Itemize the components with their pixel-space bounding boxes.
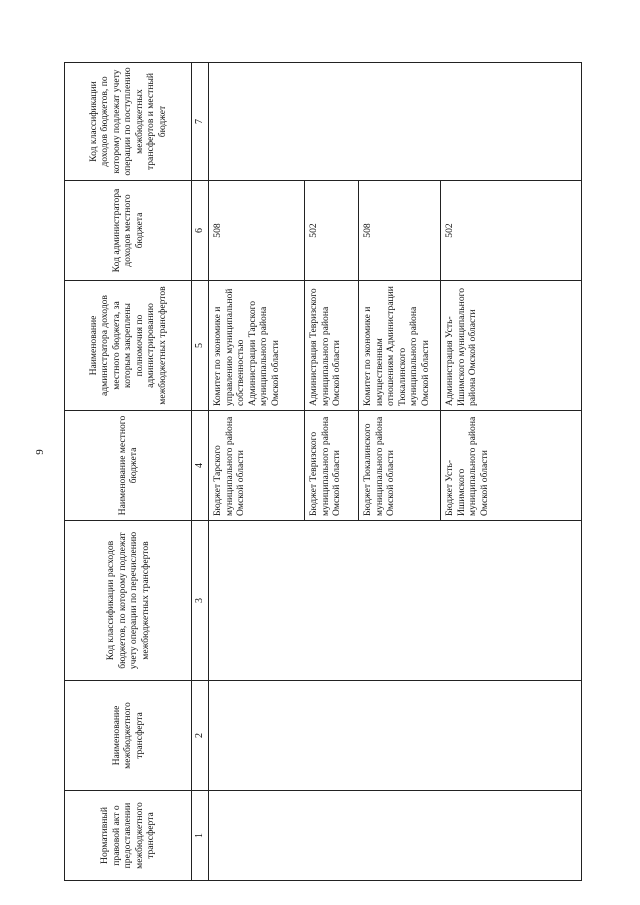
empty-cell (209, 63, 582, 181)
empty-cell (209, 791, 582, 881)
budget-name: Бюджет Тюкалинского муниципального района Омской области (359, 411, 441, 521)
header-cell: Наименование администратора доходов местного бюджета, за которым закреплены полномочия по администрированию межбюджетных трансфертов (65, 281, 192, 411)
empty-cell (209, 521, 582, 681)
column-number: 7 (192, 63, 209, 181)
table-row (209, 63, 305, 881)
header-cell: Наименование местного бюджета (65, 411, 192, 521)
header-cell: Нормативный правовой акт о предоставлении межбюджетного трансферта (65, 791, 192, 881)
budget-name: Бюджет Тевризского муниципального района Омской области (305, 411, 359, 521)
admin-name: Комитет по экономике и имущественным отношениям Администрации Тюкалинского муниципального района Омской области (359, 281, 441, 411)
admin-code: 502 (305, 181, 359, 281)
transfer-table (64, 62, 582, 881)
column-number-row (192, 63, 209, 881)
page-number: 9 (34, 449, 46, 455)
header-cell: Код администратора доходов местного бюджета (65, 181, 192, 281)
column-number: 3 (192, 521, 209, 681)
column-number: 1 (192, 791, 209, 881)
admin-name: Администрация Тевризского муниципального района Омской области (305, 281, 359, 411)
admin-code: 508 (359, 181, 441, 281)
header-row (65, 63, 192, 881)
budget-name: Бюджет Тарского муниципального района Омской области (209, 411, 305, 521)
budget-name: Бюджет Усть-Ишимского муниципального района Омской области (441, 411, 582, 521)
header-cell: Код классификации доходов бюджетов, по которому подлежат учету операции по поступлению межбюджетных трансфертов и местный бюджет (65, 63, 192, 181)
column-number: 2 (192, 681, 209, 791)
column-number: 4 (192, 411, 209, 521)
header-cell: Код классификации расходов бюджетов, по которому подлежат учету операции по перечислению межбюджетных трансфертов (65, 521, 192, 681)
admin-name: Администрация Усть-Ишимского муниципального района Омской области (441, 281, 582, 411)
column-number: 6 (192, 181, 209, 281)
empty-cell (209, 681, 582, 791)
admin-name: Комитет по экономике и управлению муниципальной собственностью Администрации Тарского муниципального района Омской области (209, 281, 305, 411)
admin-code: 508 (209, 181, 305, 281)
rotated-table-container (64, 63, 582, 881)
column-number: 5 (192, 281, 209, 411)
header-cell: Наименование межбюджетного трансферта (65, 681, 192, 791)
admin-code: 502 (441, 181, 582, 281)
